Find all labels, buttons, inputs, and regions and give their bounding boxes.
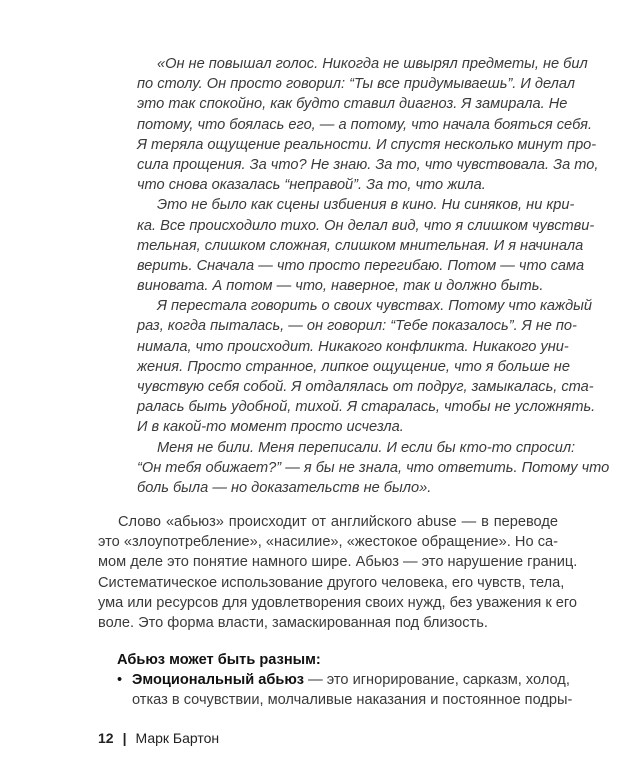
bullet-list: [117, 670, 573, 710]
text-line: Это не было как сцены избиения в кино. Ни синяков, ни кри-: [157, 197, 575, 214]
text-line: «Он не повышал голос. Никогда не швырял предметы, не бил: [157, 56, 588, 72]
text-line: что снова оказалась “неправой”. За то, что жила.: [137, 177, 486, 194]
text-line: чувствую себя собой. Я отдалялась от подруг, замыкалась, ста-: [137, 379, 594, 395]
text-line: ка. Все происходило тихо. Он делал вид, что я слишком чувстви-: [137, 217, 595, 234]
text-line: нимала, что происходит. Никакого конфликта. Никакого уни-: [137, 338, 569, 355]
text-line: Систематическое использование другого человека, его чувств, тела,: [98, 574, 565, 591]
bullet-text: — это игнорирование, сарказм, холод,: [304, 672, 570, 688]
text-line: ралась быть удобной, тихой. Я старалась, чтобы не усложнять.: [137, 399, 596, 416]
text-line: виновата. А потом — что, наверное, так и должно быть.: [137, 278, 544, 295]
text-line: это «злоупотребление», «насилие», «жестокое обращение». Но са-: [98, 534, 558, 551]
text-line: ума или ресурсов для удовлетворения своих нужд, без уважения к его: [98, 594, 578, 611]
author-name: Марк Бартон: [135, 730, 220, 746]
text-line: воле. Это форма власти, замаскированная под близость.: [98, 614, 488, 631]
list-item: [117, 670, 570, 690]
text-line: Я перестала говорить о своих чувствах. Потому что каждый: [157, 298, 592, 315]
text-line: боль была — но доказательств не было».: [137, 479, 432, 496]
text-line: потому, что боялась его, — а потому, что начала бояться себя.: [137, 116, 593, 133]
text-line: по столу. Он просто говорил: “Ты все придумываешь”. И делал: [137, 76, 576, 93]
text-line: Меня не били. Меня переписали. И если бы кто-то спросил:: [157, 439, 576, 456]
bullet-term: Эмоциональный абьюз: [132, 672, 305, 688]
text-line: это так спокойно, как будто ставил диагноз. Я замирала. Не: [137, 96, 568, 113]
text-line: сила прощения. За что? Не знаю. За то, что чувствовала. За то,: [137, 156, 599, 173]
quote-block: [137, 54, 610, 498]
text-line: раз, когда пыталась, — он говорил: “Тебе показалось”. Я не по-: [137, 318, 577, 335]
text-line: верить. Сначала — что просто перегибаю. Потом — что сама: [137, 257, 585, 274]
text-line: “Он тебя обижает?” — я бы не знала, что ответить. Потому что: [137, 459, 610, 476]
text-line: Слово «абьюз» происходит от английского abuse — в переводе: [118, 514, 558, 530]
body-paragraph: [98, 512, 578, 633]
text-line: И в какой-то момент просто исчезла.: [137, 419, 404, 436]
list-item-continuation: отказ в сочувствии, молчаливые наказания и постоянное подры-: [132, 692, 573, 709]
page-number: 12: [98, 730, 114, 746]
page-footer: [98, 728, 219, 748]
text-line: жения. Просто странное, липкое ощущение, что я больше не: [137, 358, 570, 375]
text-line: мом деле это понятие намного шире. Абьюз — это нарушение границ.: [98, 554, 578, 571]
text-line: тельная, слишком сложная, слишком мнительная. И я начинала: [137, 237, 584, 254]
list-heading: Абьюз может быть разным:: [117, 652, 321, 668]
bullet-icon: •: [117, 672, 123, 688]
footer-separator: |: [122, 730, 127, 746]
text-line: Я теряла ощущение реальности. И спустя несколько минут про-: [137, 136, 597, 153]
